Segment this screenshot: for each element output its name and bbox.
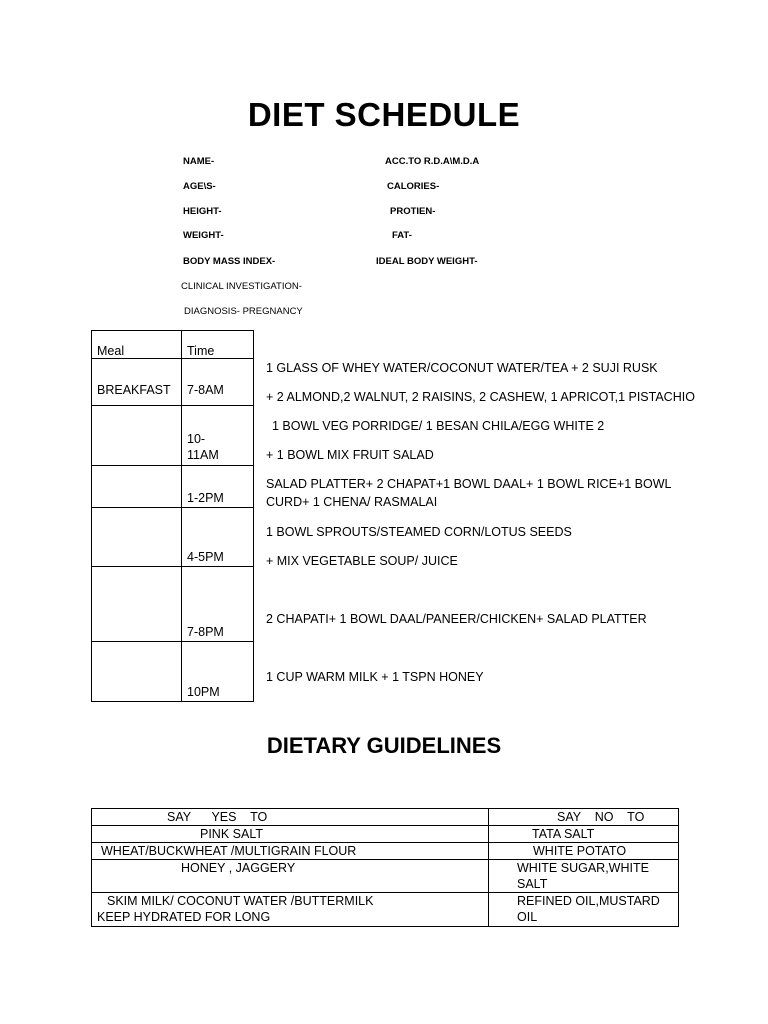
- meal-row: [92, 508, 254, 567]
- say-yes-line: KEEP HYDRATED FOR LONG: [97, 910, 271, 924]
- say-no-cell: TATA SALT: [489, 826, 679, 843]
- say-no-header: SAY NO TO: [489, 809, 679, 826]
- meal-table-header: [92, 331, 254, 359]
- info-protein: PROTIEN-: [390, 206, 436, 217]
- plan-line: 1 GLASS OF WHEY WATER/COCONUT WATER/TEA + 2 SUJI RUSK: [266, 361, 658, 375]
- plan-line: CURD+ 1 CHENA/ RASMALAI: [266, 495, 438, 509]
- meal-cell: [92, 642, 182, 702]
- time-cell: 7-8AM: [182, 359, 254, 406]
- info-weight: WEIGHT-: [183, 230, 224, 241]
- say-yes-header: SAY YES TO: [92, 809, 489, 826]
- info-rda: ACC.TO R.D.A\M.D.A: [385, 156, 480, 167]
- info-age: AGE\S-: [183, 181, 216, 192]
- info-height: HEIGHT-: [183, 206, 222, 217]
- plan-line: + 2 ALMOND,2 WALNUT, 2 RAISINS, 2 CASHEW, 1 APRICOT,1 PISTACHIO: [266, 390, 695, 404]
- meal-row: [92, 406, 254, 466]
- meal-row: [92, 466, 254, 508]
- info-diagnosis: DIAGNOSIS- PREGNANCY: [184, 306, 303, 317]
- say-no-cell: WHITE POTATO: [489, 843, 679, 860]
- info-name: NAME-: [183, 156, 215, 167]
- meal-header: Meal: [92, 331, 182, 359]
- meal-cell: [92, 466, 182, 508]
- plan-line: + 1 BOWL MIX FRUIT SALAD: [266, 448, 434, 462]
- meal-cell: [92, 406, 182, 466]
- plan-line: SALAD PLATTER+ 2 CHAPAT+1 BOWL DAAL+ 1 BOWL RICE+1 BOWL: [266, 477, 672, 491]
- guidelines-header-row: [92, 809, 679, 826]
- guidelines-table: [91, 808, 679, 927]
- say-yes-cell: PINK SALT: [92, 826, 489, 843]
- guidelines-row: [92, 843, 679, 860]
- plan-line: 1 BOWL SPROUTS/STEAMED CORN/LOTUS SEEDS: [266, 525, 572, 539]
- meal-row: [92, 642, 254, 702]
- guidelines-row: [92, 860, 679, 893]
- guidelines-row: [92, 893, 679, 927]
- say-yes-cell: HONEY , JAGGERY: [92, 860, 489, 893]
- meal-time-table: [91, 330, 254, 702]
- guidelines-row: [92, 826, 679, 843]
- page-title: DIET SCHEDULE: [247, 96, 521, 133]
- info-ideal-body-weight: IDEAL BODY WEIGHT-: [376, 256, 478, 267]
- time-cell: 1-2PM: [182, 466, 254, 508]
- say-yes-line: SKIM MILK/ COCONUT WATER /BUTTERMILK: [107, 894, 374, 908]
- plan-line: 2 CHAPATI+ 1 BOWL DAAL/PANEER/CHICKEN+ SALAD PLATTER: [266, 612, 647, 626]
- say-yes-cell: [92, 893, 489, 927]
- time-cell: 7-8PM: [182, 567, 254, 642]
- meal-cell: BREAKFAST: [92, 359, 182, 406]
- info-clinical-investigation: CLINICAL INVESTIGATION-: [181, 281, 302, 292]
- say-no-cell: WHITE SUGAR,WHITE SALT: [489, 860, 679, 893]
- time-cell: 10PM: [182, 642, 254, 702]
- time-cell: 4-5PM: [182, 508, 254, 567]
- meal-cell: [92, 567, 182, 642]
- meal-row: [92, 359, 254, 406]
- guidelines-title: DIETARY GUIDELINES: [266, 733, 502, 758]
- meal-cell: [92, 508, 182, 567]
- say-yes-cell: WHEAT/BUCKWHEAT /MULTIGRAIN FLOUR: [92, 843, 489, 860]
- meal-row: [92, 567, 254, 642]
- time-cell: 10- 11AM: [182, 406, 254, 466]
- say-no-cell: REFINED OIL,MUSTARD OIL: [489, 893, 679, 927]
- plan-line: 1 BOWL VEG PORRIDGE/ 1 BESAN CHILA/EGG WHITE 2: [272, 419, 605, 433]
- info-fat: FAT-: [392, 230, 412, 241]
- info-calories: CALORIES-: [387, 181, 440, 192]
- time-header: Time: [182, 331, 254, 359]
- plan-line: + MIX VEGETABLE SOUP/ JUICE: [266, 554, 458, 568]
- info-bmi: BODY MASS INDEX-: [183, 256, 276, 267]
- plan-line: 1 CUP WARM MILK + 1 TSPN HONEY: [266, 670, 484, 684]
